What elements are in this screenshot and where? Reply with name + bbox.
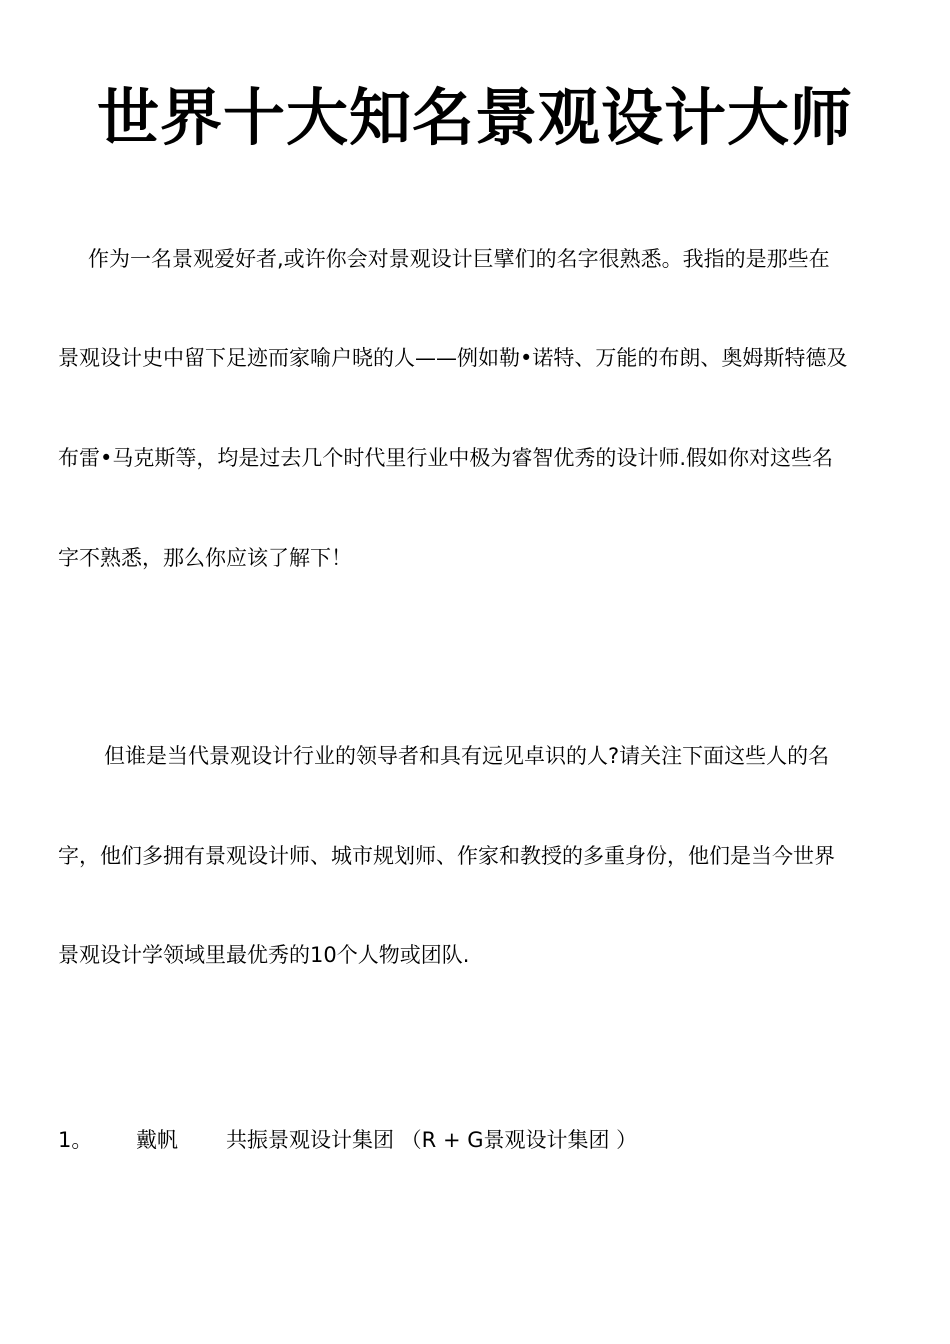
paragraph-line: 作为一名景观爱好者,或许你会对景观设计巨擘们的名字很熟悉。我指的是那些在 [88,247,830,271]
paragraph-line: 但谁是当代景观设计行业的领导者和具有远见卓识的人?请关注下面这些人的名 [104,744,830,768]
list-item-name: 戴帆 [136,1128,178,1152]
paragraph-line: 景观设计学领域里最优秀的10个人物或团队. [58,943,470,967]
page-title: 世界十大知名景观设计大师 [96,81,853,154]
list-item-firm: 共振景观设计集团 （R + G景观设计集团 ） [226,1128,638,1152]
list-item-number: 1。 [58,1128,93,1152]
paragraph-line: 字，他们多拥有景观设计师、城市规划师、作家和教授的多重身份，他们是当今世界 [58,844,835,868]
paragraph-line: 字不熟悉，那么你应该了解下！ [58,546,352,570]
paragraph-line: 布雷•马克斯等，均是过去几个时代里行业中极为睿智优秀的设计师.假如你对这些名 [58,446,834,470]
paragraph-line: 景观设计史中留下足迹而家喻户晓的人——例如勒•诺特、万能的布朗、奥姆斯特德及 [58,346,848,370]
